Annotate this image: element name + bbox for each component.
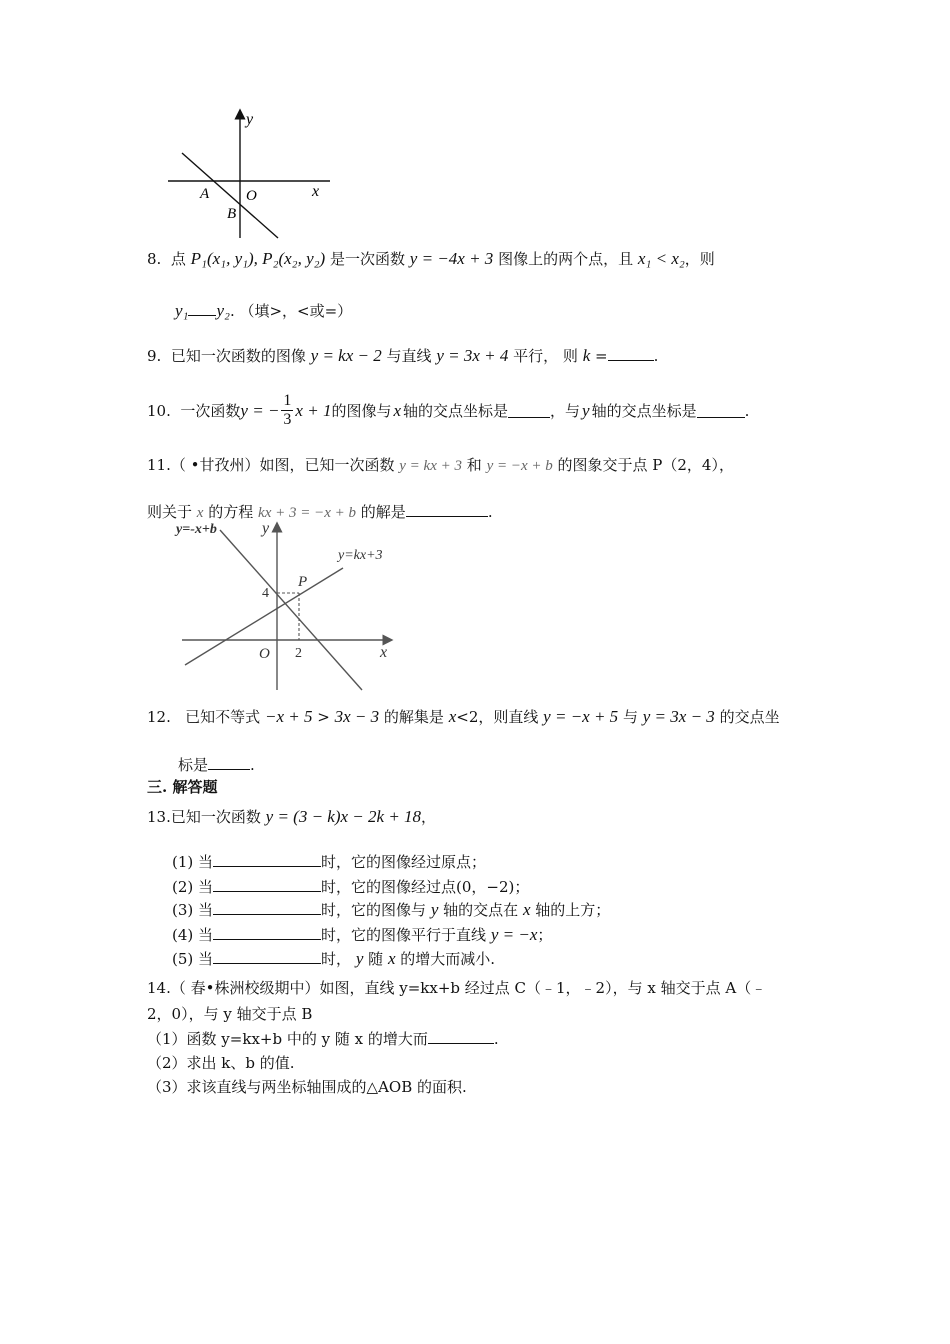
- q13-item-5-blank[interactable]: [213, 949, 321, 964]
- q8-points: P₁(x₁, y₁), P₂(x₂, y₂): [190, 249, 326, 268]
- q12-number: 12.: [147, 708, 171, 726]
- q14-sub3: （3）求该直线与两坐标轴围成的△AOB 的面积.: [147, 1078, 467, 1096]
- q14-sub1: （1）函数 y=kx+b 中的 y 随 x 的增大而 .: [147, 1030, 499, 1048]
- x-axis-label: x: [380, 644, 388, 661]
- point-a-label: A: [200, 186, 210, 202]
- tick-label-2: 2: [295, 646, 302, 661]
- q13-item-3-blank[interactable]: [213, 900, 321, 915]
- origin-label: O: [246, 188, 257, 204]
- point-b-label: B: [227, 206, 237, 222]
- q8-condition: x₁ < x₂: [637, 249, 685, 268]
- q8-function: y = −4x + 3: [409, 249, 494, 268]
- q14-sub1-blank[interactable]: [428, 1029, 494, 1044]
- point-p-label: P: [298, 574, 308, 590]
- section-3-title: 三. 解答题: [147, 778, 218, 796]
- q13-function: y = (3 − k)x − 2k + 18: [265, 807, 422, 826]
- q13-item-1: (1) 当 时，它的图像经过原点；: [172, 853, 487, 871]
- q13-number: 13.: [147, 808, 171, 826]
- q13-item-2-blank[interactable]: [213, 877, 321, 892]
- q13-item-3: (3) 当 时，它的图像与 y 轴的交点在 x 轴的上方；: [172, 900, 611, 919]
- q11-line1: 11.（ •甘孜州）如图，已知一次函数 y = kx + 3 和 y = −x + b 的图象交于点 P（2，4），: [147, 456, 734, 474]
- y-axis-label: y: [262, 520, 270, 537]
- q13-item-4-blank[interactable]: [213, 925, 321, 940]
- q10-x-intercept-blank[interactable]: [508, 403, 550, 418]
- q13-item-1-blank[interactable]: [213, 852, 321, 867]
- q13-item-5: (5) 当 时， y 随 x 的增大而减小.: [172, 949, 496, 968]
- q9-number: 9.: [147, 347, 162, 365]
- origin-label: O: [259, 646, 270, 662]
- q14-line2: 2，0），与 y 轴交于点 B: [147, 1005, 313, 1023]
- x-axis-label: x: [312, 183, 320, 200]
- q9-answer-blank[interactable]: [608, 346, 654, 361]
- line2-label: y=-x+b: [176, 522, 217, 537]
- line1-label: y=kx+3: [338, 548, 383, 563]
- q11-number: 11.: [147, 456, 171, 474]
- q11-answer-blank[interactable]: [406, 502, 488, 517]
- q13-item-2: (2) 当 时，它的图像经过点(0，−2)；: [172, 878, 530, 896]
- figure-2-intersection-graph: [170, 515, 400, 695]
- q8-number: 8.: [147, 250, 162, 268]
- q10-number: 10.: [147, 401, 171, 420]
- q8-line1: 8. 点 P₁(x₁, y₁), P₂(x₂, y₂) 是一次函数 y = −4x + 3 图像上的两个点，且 x₁ < x₂，则: [147, 249, 715, 268]
- q10-y-intercept-blank[interactable]: [697, 403, 745, 418]
- q14-sub2: （2）求出 k、b 的值.: [147, 1054, 295, 1072]
- y-axis-label: y: [246, 111, 254, 128]
- q11-line2: 则关于 x 的方程 kx + 3 = −x + b 的解是 .: [147, 503, 493, 521]
- tick-label-4: 4: [262, 586, 269, 601]
- q8-line2: y₁ y₂. （填>，<或=）: [175, 301, 353, 320]
- q8-answer-blank[interactable]: [188, 301, 216, 316]
- q9-line: 9. 已知一次函数的图像 y = kx − 2 与直线 y = 3x + 4 平行， 则 k = .: [147, 346, 659, 365]
- q12-line2: 标是 .: [178, 756, 255, 774]
- figure-1-coordinate-graph: [160, 108, 340, 243]
- q14-line1: 14.（ 春•株洲校级期中）如图，直线 y=kx+b 经过点 C（﹣1，﹣2），与 x 轴交于点 A（﹣: [147, 979, 767, 997]
- q10-fraction: $\frac{1}{3}$: [283, 392, 292, 428]
- line-ab: [182, 153, 278, 238]
- q12-answer-blank[interactable]: [208, 755, 250, 770]
- q12-line1: 12. 已知不等式 −x + 5 > 3x − 3 的解集是 x<2，则直线 y = −x + 5 与 y = 3x − 3 的交点坐: [147, 707, 780, 726]
- q10-line: 10. 一次函数 y = − $\frac{1}{3}$ x + 1 的图像与 x 轴的交点坐标是 ，与 y 轴的交点坐标是 .: [147, 392, 750, 428]
- q13-item-4: (4) 当 时，它的图像平行于直线 y = −x；: [172, 925, 553, 944]
- q13-line: 13.已知一次函数 y = (3 − k)x − 2k + 18，: [147, 807, 437, 826]
